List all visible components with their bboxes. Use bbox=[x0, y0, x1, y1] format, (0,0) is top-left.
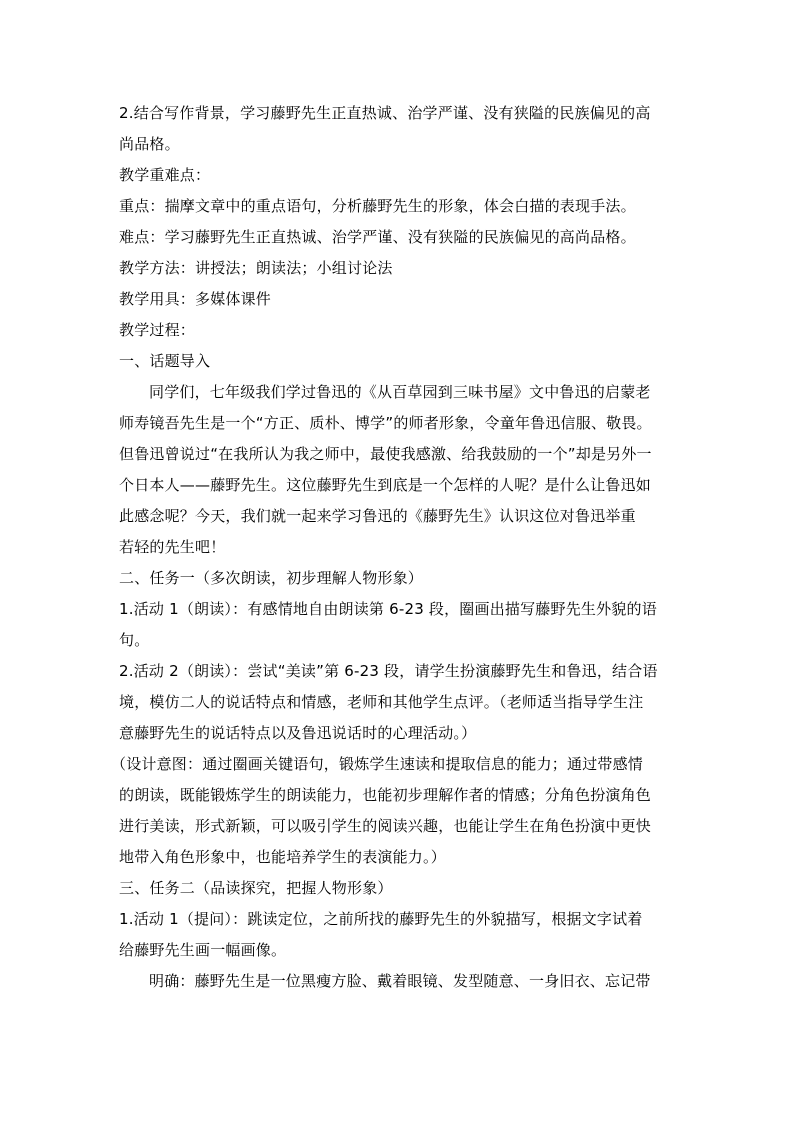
objective-2-line-1: 2.结合写作背景，学习藤野先生正直热诚、治学严谨、没有狭隘的民族偏见的高 bbox=[119, 104, 651, 122]
intro-paragraph-line-5: 此感念呢？今天，我们就一起来学习鲁迅的《藤野先生》认识这位对鲁迅举重 bbox=[119, 507, 636, 525]
intro-paragraph-line-6: 若轻的先生吧！ bbox=[119, 538, 226, 556]
objective-2-line-2: 尚品格。 bbox=[119, 135, 180, 153]
intro-paragraph-line-2: 师寿镜吾先生是一个“方正、质朴、博学”的师者形象，令童年鲁迅信服、敬畏。 bbox=[119, 414, 652, 432]
activity-2-line-3: 意藤野先生的说话特点以及鲁迅说话时的心理活动。） bbox=[119, 724, 477, 742]
difficult-point-line: 难点：学习藤野先生正直热诚、治学严谨、没有狭隘的民族偏见的高尚品格。 bbox=[119, 228, 636, 246]
section-3-heading: 三、任务二（品读探究，把握人物形象） bbox=[119, 879, 393, 897]
design-intent-line-3: 进行美读，形式新颖，可以吸引学生的阅读兴趣，也能让学生在角色扮演中更快 bbox=[119, 817, 652, 835]
design-intent-line-1: （设计意图：通过圈画关键语句，锻炼学生速读和提取信息的能力；通过带感情 bbox=[111, 755, 644, 773]
intro-paragraph-line-3: 但鲁迅曾说过“在我所认为我之师中，最使我感激、给我鼓励的一个”却是另外一 bbox=[119, 445, 652, 463]
activity-2-line-2: 境，模仿二人的说话特点和情感，老师和其他学生点评。（老师适当指导学生注 bbox=[119, 693, 644, 711]
task-2-activity-1-line-1: 1.活动 1（提问）：跳读定位，之前所找的藤野先生的外貌描写，根据文字试着 bbox=[119, 910, 643, 928]
clarification-line: 明确：藤野先生是一位黑瘦方脸、戴着眼镜、发型随意、一身旧衣、忘记带 bbox=[149, 972, 651, 990]
activity-2-line-1: 2.活动 2（朗读）：尝试“美读”第 6-23 段，请学生扮演藤野先生和鲁迅，结合语 bbox=[119, 662, 658, 680]
key-point-line: 重点：揣摩文章中的重点语句，分析藤野先生的形象，体会白描的表现手法。 bbox=[119, 197, 636, 215]
intro-paragraph-line-4: 个日本人——藤野先生。这位藤野先生到底是一个怎样的人呢？是什么让鲁迅如 bbox=[119, 476, 652, 494]
task-2-activity-1-line-2: 给藤野先生画一幅画像。 bbox=[119, 941, 287, 959]
key-difficult-points-heading: 教学重难点： bbox=[119, 166, 211, 184]
teaching-methods-line: 教学方法：讲授法；朗读法；小组讨论法 bbox=[119, 259, 393, 277]
section-1-heading: 一、话题导入 bbox=[119, 352, 211, 370]
teaching-process-heading: 教学过程： bbox=[119, 321, 196, 339]
intro-paragraph-line-1: 同学们，七年级我们学过鲁迅的《从百草园到三味书屋》文中鲁迅的启蒙老 bbox=[149, 383, 651, 401]
activity-1-line-2: 句。 bbox=[119, 631, 150, 649]
design-intent-line-4: 地带入角色形象中，也能培养学生的表演能力。） bbox=[119, 848, 446, 866]
activity-1-line-1: 1.活动 1（朗读）：有感情地自由朗读第 6-23 段，圈画出描写藤野先生外貌的语 bbox=[119, 600, 657, 618]
document-body bbox=[111, 98, 679, 997]
teaching-tools-line: 教学用具：多媒体课件 bbox=[119, 290, 272, 308]
section-2-heading: 二、任务一（多次朗读，初步理解人物形象） bbox=[119, 569, 424, 587]
design-intent-line-2: 的朗读，既能锻炼学生的朗读能力，也能初步理解作者的情感；分角色扮演角色 bbox=[119, 786, 652, 804]
